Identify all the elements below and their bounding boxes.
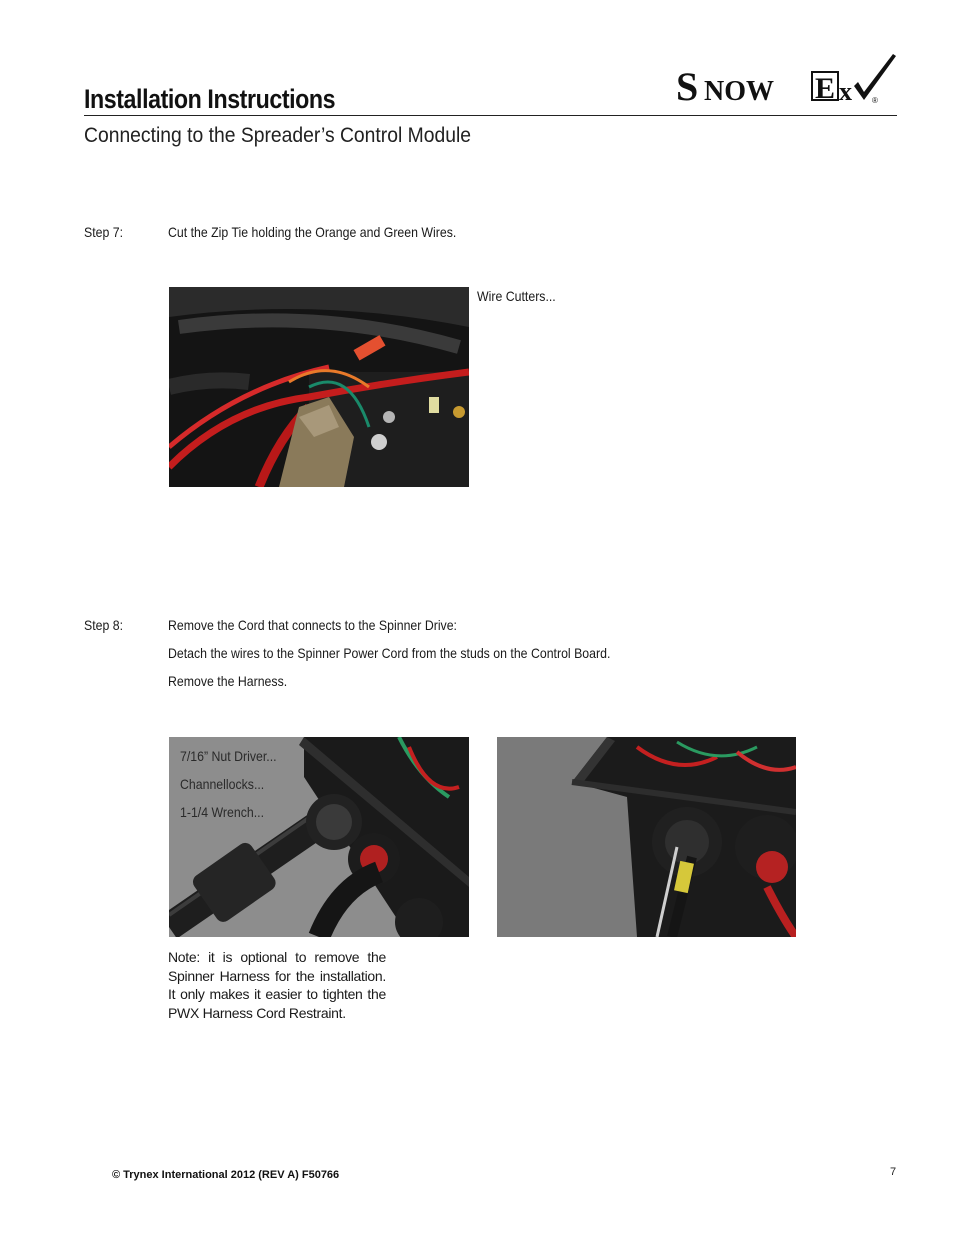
tool-wrench: 1-1/4 Wrench... [180, 804, 264, 820]
tool-nut-driver: 7/16” Nut Driver... [180, 748, 277, 764]
svg-text:S: S [676, 64, 699, 108]
wire-cutters-photo [169, 287, 469, 487]
page-number: 7 [890, 1166, 897, 1178]
step7-label: Step 7: [84, 224, 124, 240]
step8-line-2: Detach the wires to the Spinner Power Cord from the studs on the Control Board. [168, 645, 611, 661]
svg-text:E: E [815, 72, 836, 105]
footer-copyright: © Trynex International 2012 (REV A) F50766 [112, 1169, 340, 1181]
harness-removal-photo [497, 737, 796, 937]
step8-line-3: Remove the Harness. [168, 673, 288, 689]
page-subtitle: Connecting to the Spreader’s Control Module [84, 124, 472, 147]
svg-text:NOW: NOW [704, 76, 774, 107]
svg-text:x: x [839, 77, 852, 106]
step8-label: Step 8: [84, 617, 124, 633]
step8-note: Note: it is optional to remove the Spinner Harness for the installation. It only makes it easier to tighten the PWX Harness Cord Restraint. [168, 949, 386, 1022]
page-title: Installation Instructions [84, 84, 336, 114]
step7-tool: Wire Cutters... [477, 288, 556, 304]
nut-driver-photo [169, 737, 469, 937]
header-rule [84, 115, 897, 116]
step8-line-1: Remove the Cord that connects to the Spinner Drive: [168, 617, 457, 633]
tool-channellocks: Channellocks... [180, 776, 265, 792]
snowex-logo [674, 52, 898, 108]
svg-text:®: ® [872, 96, 878, 105]
step7-text: Cut the Zip Tie holding the Orange and Green Wires. [168, 224, 457, 240]
